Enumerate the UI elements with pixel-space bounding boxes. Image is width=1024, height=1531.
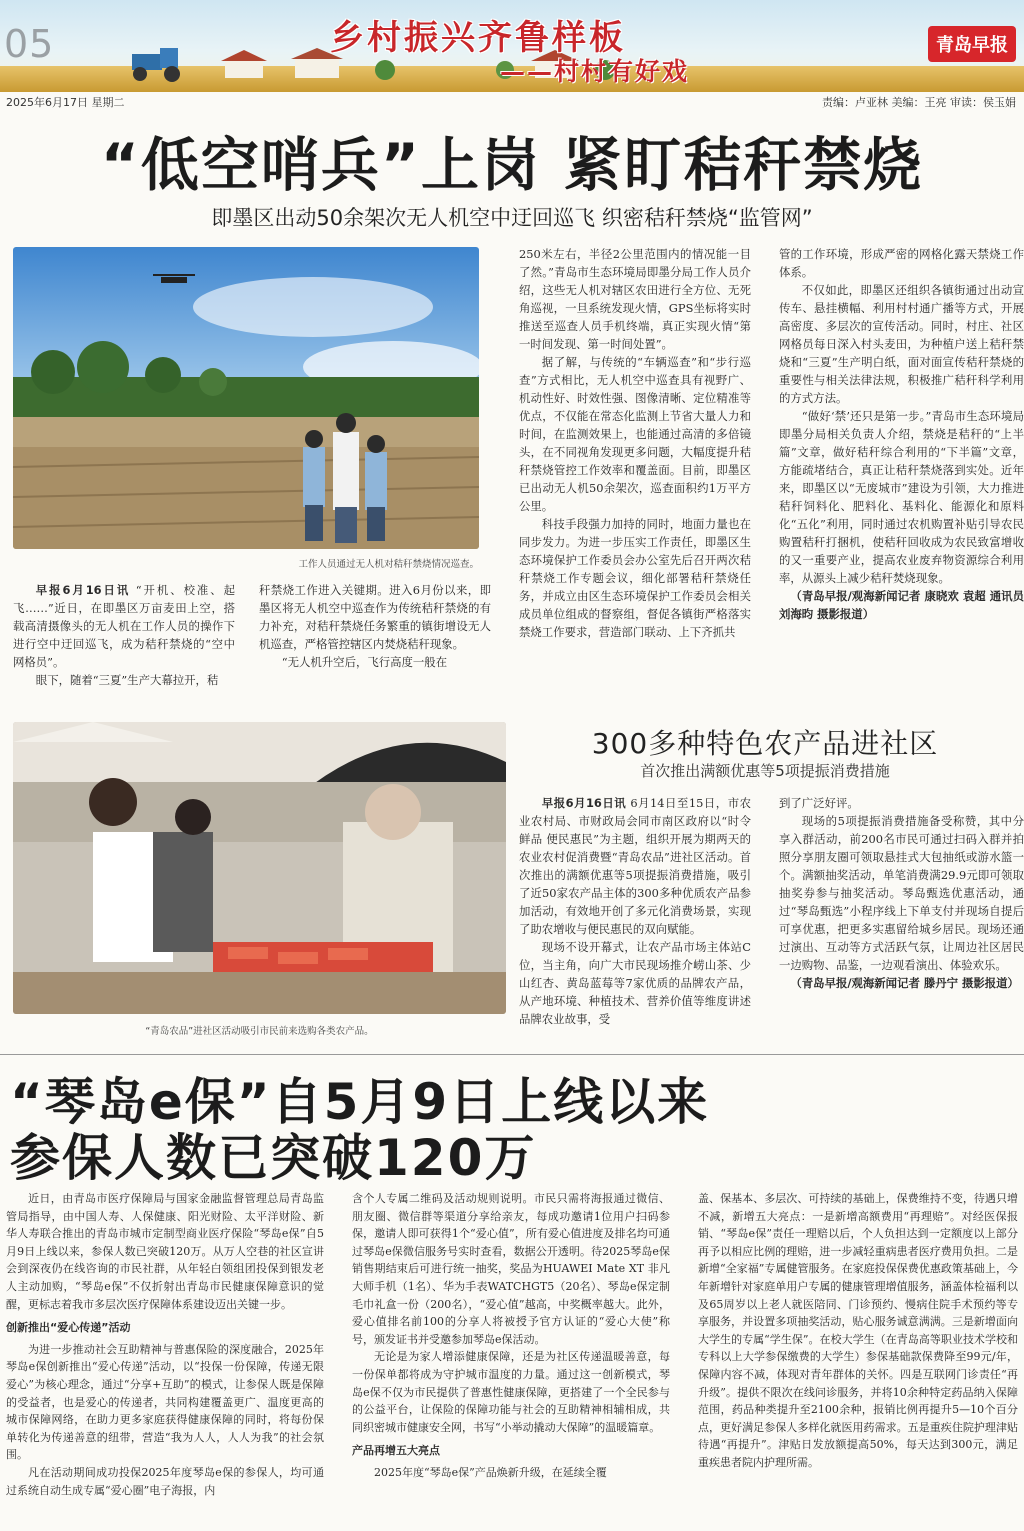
article3-column-2 <box>352 1190 670 1531</box>
paragraph: 近日，由青岛市医疗保障局与国家金融监督管理总局青岛监管局指导，由中国人寿、人保健康、阳光财险、太平洋财险、新华人寿联合推出的青岛市城市定制型商业医疗保险“琴岛e保”自5月9日上线以来，参保人数已突破120万。从万人空巷的社区宣讲会到深夜仍在线咨询的市民社群，从年轻白领组团投保到银发老人主动加购，“琴岛e保”不仅折射出青岛市民健康保障意识的觉醒，更标志着我市多层次医疗保障体系建设迈出关键一步。 <box>6 1192 324 1311</box>
article2-byline: （青岛早报/观海新闻记者 滕丹宁 摄影报道） <box>790 976 1019 990</box>
page-number: 05 <box>4 22 55 66</box>
paragraph: 为进一步推动社会互助精神与普惠保险的深度融合，2025年琴岛e保创新推出“爱心传递”活动，以“投保一份保障，传递无限爱心”为核心理念，通过“分享+互助”的模式，让参保人既是保障的受益者，也是爱心的传递者，共同构建覆盖更广、温度更高的城市保障网络，在助力更多家庭获得健康保障的同时，将每份保单转化为传递善意的纽带，营造“我为人人，人人为我”的社会氛围。 <box>6 1342 324 1462</box>
article3-column-3 <box>698 1190 1018 1531</box>
section-slogan: 乡村振兴齐鲁样板 <box>330 18 626 58</box>
paragraph: 凡在活动期间成功投保2025年度琴岛e保的参保人，均可通过系统自动生成专属“爱心圈”电子海报，内 <box>6 1465 324 1497</box>
article3-title-line1: “琴岛e保”自5月9日上线以来 <box>10 1073 710 1131</box>
article3-column-1 <box>6 1190 324 1531</box>
paragraph: 无论是为家人增添健康保障，还是为社区传递温暖善意，每一份保单都将成为守护城市温度的力量。通过这一创新模式，琴岛e保不仅为市民提供了普惠性健康保障，更搭建了一个全民参与的公益平台，让保险的保障功能与社会的互助精神相辅相成，共同织密城市健康安全网，书写“小举动撬动大保障”的温暖篇章。 <box>352 1350 670 1434</box>
article3-title-line2: 参保人数已突破120万 <box>10 1129 537 1187</box>
paragraph: 现场不设开幕式，让农产品市场主体站C位，当主角，向广大市民现场推介崂山茶、少山红杏、黄岛蓝莓等7家优质的品牌农产品，从产地环境、种植技术、营养价值等维度讲述品牌农业故事，受 <box>519 940 751 1026</box>
paragraph: 现场的5项提振消费措施备受称赞，其中分享入群活动，前200名市民可通过扫码入群并拍照分享朋友圈可领取悬挂式大包抽纸或游水篮一个。满额抽奖活动，单笔消费满29.9元即可领取抽奖券参与抽奖活动。琴岛甄选优惠活动，通过“琴岛甄选”小程序线上下单支付并现场自提后可享优惠，把更多实惠留给城乡居民。现场还通过演出、互动等方式活跃气氛，让周边社区居民一边购物、品鉴，一边观看演出、体验欢乐。 <box>779 814 1024 972</box>
paragraph: 科技手段强力加持的同时，地面力量也在同步发力。为进一步压实工作责任，即墨区生态环境保护工作委员会办公室先后召开两次秸秆禁烧工作专题会议，细化部署秸秆禁烧任务，并成立由区生态环境保护工作委员会相关成员单位组成的督察组，督促各镇街严格落实禁烧工作要求，营造部门联动、上下齐抓共 <box>519 517 751 639</box>
drone-photo-caption: 工作人员通过无人机对秸秆禁烧情况巡查。 <box>298 559 479 570</box>
masthead <box>0 0 1024 92</box>
paragraph: 不仅如此，即墨区还组织各镇街通过出动宣传车、悬挂横幅、利用村村通广播等方式，开展高密度、多层次的宣传活动。同时，村庄、社区网格员每日深入村头麦田，为种植户送上秸秆禁烧和“三夏”生产明白纸，面对面宣传秸秆禁烧的重要性与相关法律法规，积极推广秸秆科学利用的方式方法。 <box>779 283 1024 405</box>
article1-subtitle: 即墨区出动50余架次无人机空中迂回巡飞 织密秸秆禁烧“监管网” <box>211 206 813 230</box>
paragraph: 眼下，随着“三夏”生产大幕拉开，秸 <box>35 673 219 687</box>
paragraph: 含个人专属二维码及活动规则说明。市民只需将海报通过微信、朋友圈、微信群等渠道分享给亲友，每成功邀请1位用户扫码参保，邀请人即可获得1个“爱心值”，所有爱心值进度及排名均可通过琴岛e保微信服务号实时查看，数据公开透明。待2025琴岛e保销售期结束后可进行统一抽奖，奖品为HUAWEI Mate XT 非凡大师手机（1名）、华为手表WATCHGT5（20名）、琴岛e保定制毛巾礼盒一份（200名），“爱心值”越高，中奖概率越大。此外，爱心值排名前100的分享人将被授予官方认证的“爱心大使”称号，颁发证书并受邀参加琴岛e保活动。 <box>352 1192 670 1346</box>
section-slogan-sub: ——村村有好戏 <box>500 57 690 86</box>
article1-title: “低空哨兵”上岗 紧盯秸秆禁烧 <box>100 131 924 199</box>
article2-subtitle: 首次推出满额优惠等5项提振消费措施 <box>640 762 890 780</box>
article2-column-2 <box>779 794 1024 1042</box>
article2-title: 300多种特色农产品进社区 <box>591 727 939 760</box>
paragraph: 250米左右，半径2公里范围内的情况能一目了然。”青岛市生态环境局即墨分局工作人员介绍，这些无人机对辖区农田进行全方位、无死角巡视，一旦系统发现火情，GPS坐标将实时推送至巡查人员手机终端，真正实现火情“第一时间发现、第一时间处置”。 <box>519 247 751 351</box>
issue-date: 2025年6月17日 星期二 <box>6 96 125 109</box>
paragraph: 盖、保基本、多层次、可持续的基础上，保费维持不变，待遇只增不减，新增五大亮点：一是新增高额费用“再理赔”。对经医保报销、“琴岛e保”责任一理赔以后，个人负担达到一定额度以上部分再予以相应比例的理赔，进一步减轻重病患者医疗费用负担。二是新增“全家福”专属健管服务。在家庭投保保费优惠政策基础上，今年新增针对家庭单用户专属的健康管理增值服务，涵盖体检福利以及65周岁以上老人就医陪同、门诊预约、慢病住院手术预约等专享服务，并设置多项抽奖活动，贴心服务诚意满满。三是新增面向大学生的专属“学生保”。在校大学生（在青岛高等职业技术学校和专科以上大学参保缴费的大学生）参保基础款保费降至99元/年，保障内容不减，体现对青年群体的关怀。四是互联网门诊责任“再升级”。提供不限次在线问诊服务，并将10余种特定药品纳入保障范围，药品种类提升至2100余种，报销比例再提升5—10个百分点，更好满足参保人多样化就医用药需求。五是重疾住院护理津贴待遇“再提升”。津贴日发放额提高50%，每天达到300元，满足重疾患者院内护理所需。 <box>698 1192 1018 1469</box>
article1-column-1 <box>13 581 235 691</box>
paragraph: 据了解，与传统的“车辆巡查”和“步行巡查”方式相比，无人机空中巡查具有视野广、机动性好、时效性强、图像清晰、定位精准等优点，不仅能在常态化监测上节省大量人力和时间，在监测效果上，也能通过高清的多倍镜头，在不同视角发现更多问题，大幅度提升秸秆禁烧管控工作效率和覆盖面。目前，即墨区已出动无人机50余架次，巡查面积约1万平方公里。 <box>519 355 751 513</box>
section-divider <box>0 1054 1024 1055</box>
paragraph: “做好‘禁’还只是第一步。”青岛市生态环境局即墨分局相关负责人介绍，禁烧是秸秆的“上半篇”文章，做好秸秆综合利用的“下半篇”文章，方能疏堵结合，真正让秸秆禁烧落到实处。近年来，即墨区以“无废城市”建设为引领，大力推进秸秆饲料化、肥料化、基料化、能源化和原料化“五化”利用，同时通过农机购置补贴引导农民购置秸秆打捆机，使秸秆回收成为农民致富增收的又一重要产业，提高农业废弃物资源综合利用率，从源头上减少秸秆焚烧现象。 <box>779 409 1024 585</box>
paragraph: 2025年度“琴岛e保”产品焕新升级，在延续全覆 <box>374 1465 607 1479</box>
editor-credits: 责编：卢亚林 美编：王亮 审读：侯玉娟 <box>822 96 1016 109</box>
article1-column-4 <box>779 245 1024 690</box>
farm-market-photo <box>13 722 506 1014</box>
article1-column-3 <box>519 245 751 690</box>
newspaper-logo: 青岛早报 <box>928 26 1016 62</box>
article3-subhead-1: 创新推出“爱心传递”活动 <box>6 1321 131 1335</box>
paragraph: 早报6月16日讯 “开机、校准、起飞……”近日，在即墨区万亩麦田上空，搭载高清摄像头的无人机在工作人员的操作下进行空中迂回巡飞，成为秸秆禁烧的“空中网格员”。 <box>13 583 235 669</box>
article3-subhead-2: 产品再增五大亮点 <box>352 1444 440 1458</box>
paragraph: 到了广泛好评。 <box>779 796 859 810</box>
paragraph: “无人机升空后，飞行高度一般在 <box>281 655 448 669</box>
paragraph: 秆禁烧工作进入关键期。进入6月份以来，即墨区将无人机空中巡查作为传统秸秆禁烧的有力补充，对秸秆禁烧任务繁重的镇街增设无人机巡查，严格管控辖区内焚烧秸秆现象。 <box>259 583 491 651</box>
paragraph: 早报6月16日讯 6月14日至15日，市农业农村局、市财政局会同市南区政府以“时令鲜品 便民惠民”为主题，组织开展为期两天的农业农村促消费暨“青岛农品”进社区活动。首次推出的满额优惠等5项提振消费措施，吸引了近50家农产品主体的300多种优质农产品参加活动，有效地开创了多元化消费场景，实现了助农增收与便民惠民的双向赋能。 <box>519 796 751 936</box>
tractor-icon <box>122 44 192 82</box>
market-photo-caption: “青岛农品”进社区活动吸引市民前来选购各类农产品。 <box>145 1026 374 1037</box>
article2-column-1 <box>519 794 751 1042</box>
paragraph: 管的工作环境，形成严密的网格化露天禁烧工作体系。 <box>779 247 1024 279</box>
drone-patrol-photo <box>13 247 479 549</box>
article1-column-2 <box>259 581 491 691</box>
article1-byline: （青岛早报/观海新闻记者 康晓欢 袁超 通讯员 刘海昀 摄影报道） <box>779 589 1024 621</box>
